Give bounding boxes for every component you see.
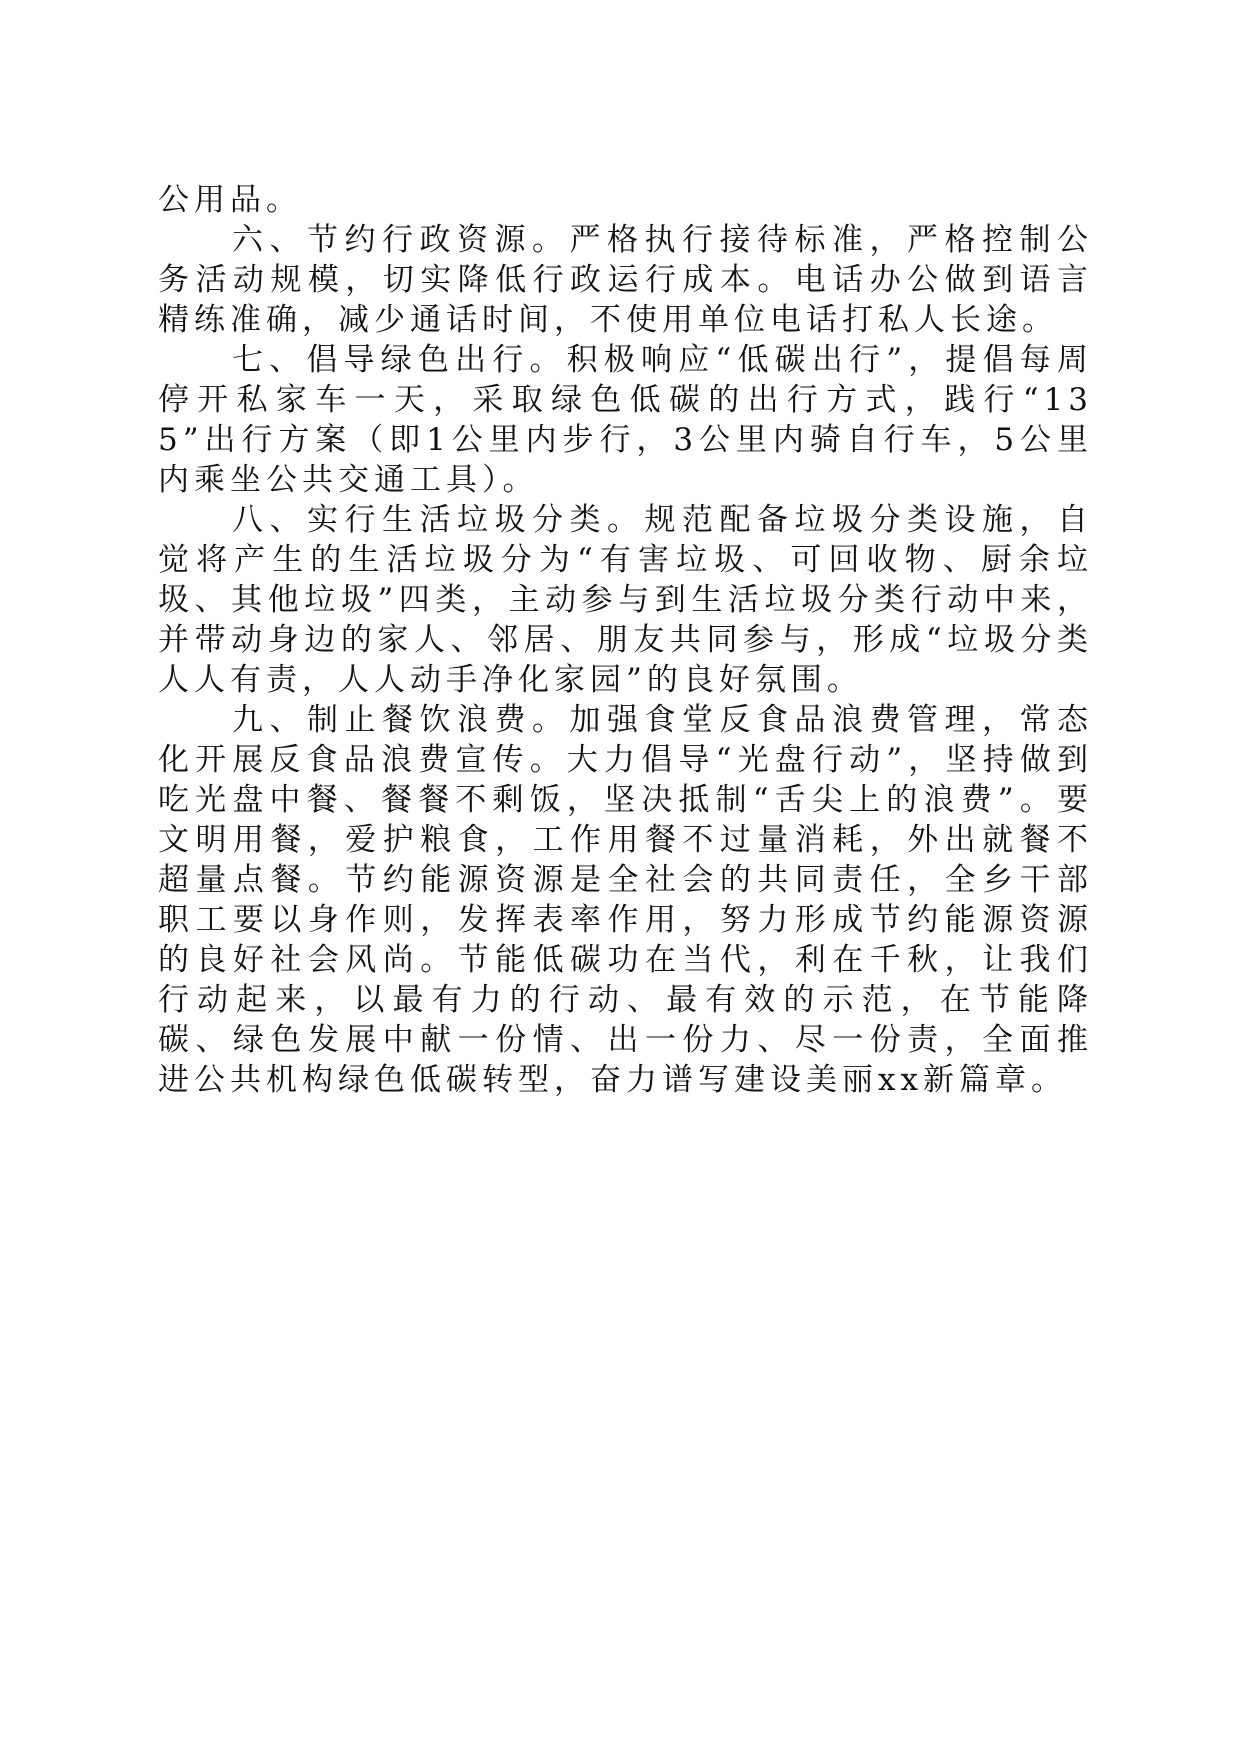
paragraph-item-9: 九、制止餐饮浪费。加强食堂反食品浪费管理，常态化开展反食品浪费宣传。大力倡导“光盘行动”，坚持做到吃光盘中餐、餐餐不剩饭，坚决抵制“舌尖上的浪费”。要文明用餐，爱护粮食，工作用餐不过量消耗，外出就餐不超量点餐。节约能源资源是全社会的共同责任，全乡干部职工要以身作则，发挥表率作用，努力形成节约能源资源的良好社会风尚。节能低碳功在当代，利在千秋，让我们行动起来，以最有力的行动、最有效的示范，在节能降碳、绿色发展中献一份情、出一份力、尽一份责，全面推进公共机构绿色低碳转型，奋力谱写建设美丽xx新篇章。 [158,702,1093,1098]
paragraph-item-8: 八、实行生活垃圾分类。规范配备垃圾分类设施，自觉将产生的生活垃圾分为“有害垃圾、可回收物、厨余垃圾、其他垃圾”四类，主动参与到生活垃圾分类行动中来，并带动身边的家人、邻居、朋友共同参与，形成“垃圾分类人人有责，人人动手净化家园”的良好氛围。 [158,502,1093,698]
paragraph-continuation: 公用品。 [158,182,302,218]
document-body [158,180,1093,1100]
paragraph-item-7: 七、倡导绿色出行。积极响应“低碳出行”，提倡每周停开私家车一天，采取绿色低碳的出行方式，践行“135”出行方案（即1公里内步行，3公里内骑自行车，5公里内乘坐公共交通工具）。 [158,342,1093,498]
paragraph-item-6: 六、节约行政资源。严格执行接待标准，严格控制公务活动规模，切实降低行政运行成本。电话办公做到语言精练准确，减少通话时间，不使用单位电话打私人长途。 [158,222,1093,338]
